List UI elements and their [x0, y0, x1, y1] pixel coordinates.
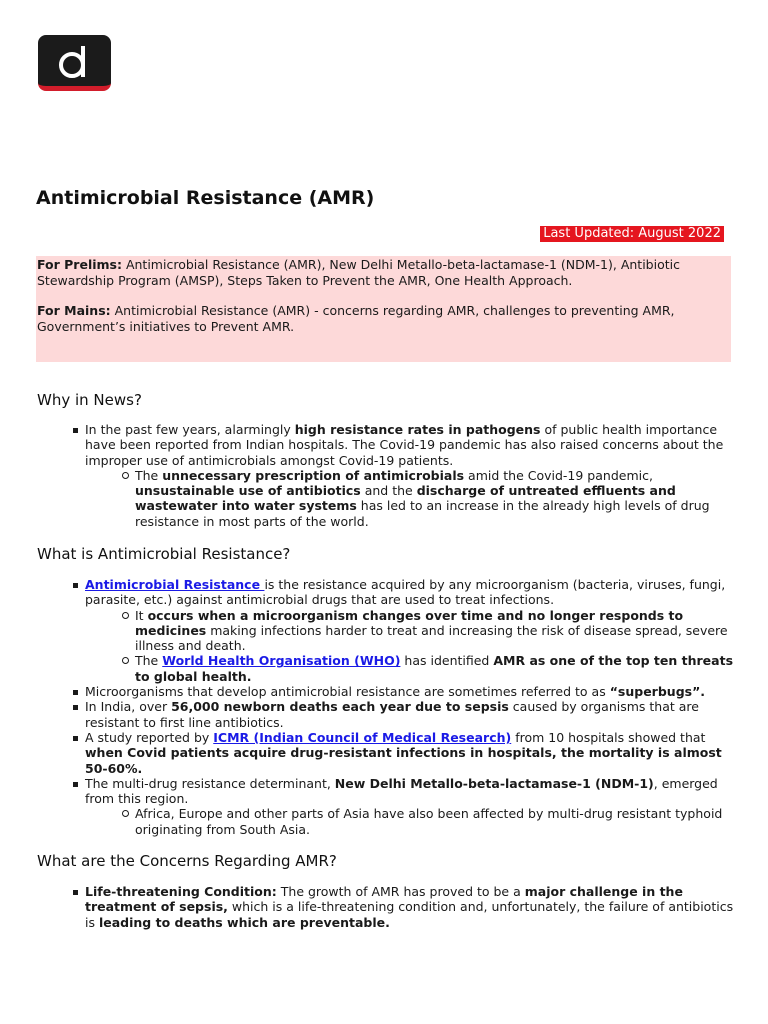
text: which is a life-threatening condition and, unfortunately, the failure of antibiotics is: [85, 899, 734, 930]
news-sublist: [135, 468, 735, 529]
text-bold: leading to deaths which are preventable.: [98, 914, 390, 930]
page-title: Antimicrobial Resistance (AMR): [36, 187, 375, 209]
text-bold: discharge of untreated effluents and wastewater into water systems: [135, 483, 676, 514]
text-bold: Life-threatening Condition:: [85, 884, 277, 899]
prelims-text: Antimicrobial Resistance (AMR), New Delhi Metallo-beta-lactamase-1 (NDM-1), Antibiotic Stewardship Program (AMSP), Steps Taken to Prevent the AMR, One Health Approach.: [37, 257, 680, 288]
text-bold: when Covid patients acquire drug-resistant infections in hospitals, the mortality is almost 50-60%.: [85, 745, 722, 776]
text-bold: AMR as one of the top ten threats to global health.: [135, 653, 734, 684]
text: from 10 hospitals showed that: [511, 729, 706, 745]
text: amid the Covid-19 pandemic,: [464, 467, 653, 483]
concerns-list: [85, 884, 735, 930]
prelims-paragraph: [37, 257, 730, 288]
text-bold: unsustainable use of antibiotics: [135, 483, 361, 499]
list-item: [135, 468, 735, 529]
heading-why-in-news: Why in News?: [37, 391, 142, 409]
text: of public health importance have been reported from Indian hospitals. The Covid-19 pandemic has also raised concerns about the improper use of antimicrobials amongst Covid-19 patients.: [85, 422, 724, 468]
list-item: [85, 422, 735, 529]
text-bold: New Delhi Metallo-beta-lactamase-1 (NDM-1): [334, 775, 654, 791]
text: A study reported by: [85, 729, 214, 745]
brand-logo: [38, 35, 111, 91]
link-icmr[interactable]: ICMR (Indian Council of Medical Research): [213, 729, 512, 745]
list-item: Africa, Europe and other parts of Asia have also been affected by multi-drug resistant typhoid originating from South Asia.: [135, 806, 735, 837]
text: In the past few years, alarmingly: [85, 422, 295, 437]
link-who[interactable]: World Health Organisation (WHO): [162, 653, 401, 669]
mains-text: Antimicrobial Resistance (AMR) - concerns regarding AMR, challenges to preventing AMR, Government’s initiatives to Prevent AMR.: [37, 303, 675, 334]
text-bold: high resistance rates in pathogens: [294, 422, 541, 437]
text: is the resistance acquired by any microorganism (bacteria, viruses, fungi, parasite, etc.) against antimicrobial drugs that are used to treat infections.: [85, 577, 726, 608]
heading-concerns: What are the Concerns Regarding AMR?: [37, 852, 337, 870]
list-item: [85, 776, 735, 837]
text: has led to an increase in the already high levels of drug resistance in most parts of the world.: [135, 498, 710, 529]
what-sublist: [135, 608, 735, 684]
text: , emerged from this region.: [85, 775, 718, 807]
text-bold: occurs when a microorganism changes over time and no longer responds to medicines: [135, 607, 684, 638]
text: caused by organisms that are resistant to first line antibiotics.: [85, 699, 699, 730]
list-item: [85, 730, 735, 776]
mains-paragraph: [37, 303, 730, 334]
news-list: [85, 422, 735, 529]
text-bold: major challenge in the treatment of sepsis,: [85, 884, 683, 915]
prelims-label: For Prelims:: [37, 257, 122, 272]
what-sublist: [135, 806, 735, 837]
text: The: [135, 653, 163, 669]
text-bold: unnecessary prescription of antimicrobials: [162, 467, 465, 483]
text-bold: “superbugs”.: [609, 684, 706, 700]
text: and the: [360, 483, 417, 499]
list-item: [85, 684, 735, 699]
text: The multi-drug resistance determinant,: [85, 775, 335, 791]
list-item: [135, 608, 735, 654]
list-item: [85, 699, 735, 730]
list-item: [85, 577, 735, 684]
mains-label: For Mains:: [37, 303, 111, 318]
text: has identified: [400, 653, 494, 669]
link-antimicrobial-resistance[interactable]: Antimicrobial Resistance: [85, 577, 265, 592]
list-item: [135, 653, 735, 684]
text-bold: 56,000 newborn deaths each year due to sepsis: [171, 699, 509, 715]
text: Microorganisms that develop antimicrobial resistance are sometimes referred to as: [85, 684, 610, 700]
text: The: [135, 467, 163, 483]
text: In India, over: [85, 699, 172, 715]
list-item: [85, 884, 735, 930]
logo-d-glyph: [38, 35, 111, 86]
text: making infections harder to treat and increasing the risk of disease spread, severe illness and death.: [135, 622, 728, 654]
what-list: [85, 577, 735, 837]
text: It: [135, 607, 148, 623]
last-updated-badge: Last Updated: August 2022: [540, 226, 724, 242]
text: The growth of AMR has proved to be a: [276, 884, 525, 899]
syllabus-box: [36, 256, 731, 362]
heading-what-is-amr: What is Antimicrobial Resistance?: [37, 545, 291, 563]
